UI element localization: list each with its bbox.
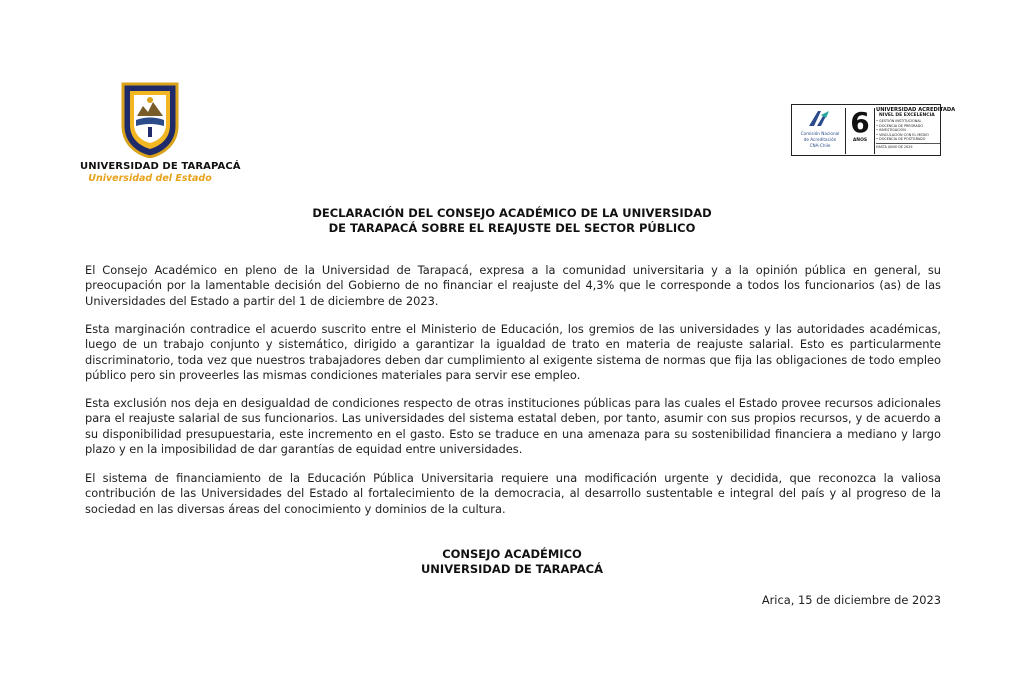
accreditation-years-number: 6 — [850, 106, 870, 139]
cna-arrow-icon — [807, 109, 833, 127]
accreditation-area: • GESTIÓN INSTITUCIONAL — [876, 119, 922, 123]
place-date: Arica, 15 de diciembre de 2023 — [761, 593, 941, 607]
body-paragraph-4: El sistema de financiamiento de la Educación Pública Universitaria requiere una modificación urgente y decidida, que reconozca la valiosa contribución de las Universidades del Estado al fortalecimiento de la democracia, al desarrollo sustentable e integral del país y al progreso de la sociedad en las diversas áreas del conocimiento y dominios de la cultura. — [85, 471, 941, 516]
accreditation-badge — [791, 104, 956, 156]
body-paragraph-2: Esta marginación contradice el acuerdo suscrito entre el Ministerio de Educación, los gremios de las universidades y las autoridades académicas, luego de un trabajo conjunto y sistemático, dirigido a garantizar la igualdad de trato en materia de reajuste salarial. Esto es particularmente discriminatorio, toda vez que nuestros trabajadores deben dar cumplimiento al exigente sistema de normas que fija las obligaciones de todo empleo público pero sin proveerles las mismas condiciones materiales para servir ese empleo. — [85, 322, 941, 382]
university-logo — [80, 82, 241, 184]
cna-agency-line-2: de Acreditación — [803, 136, 837, 142]
body-paragraph-3: Esta exclusión nos deja en desigualdad de condiciones respecto de otras instituciones públicas para las cuales el Estado provee recursos adicionales para el reajuste salarial de sus funcionarios. Las universidades del sistema estatal deben, por tanto, asumir con sus propios recursos, y de acuerdo a su disponibilidad presupuestaria, este incremento en el gasto. Esto se traduce en una amenaza para su sostenibilidad financiera a mediano y largo plazo y en la imposibilidad de dar garantías de equidad entre universidades. — [85, 396, 941, 456]
cna-agency-line-1: Comisión Nacional — [800, 131, 840, 136]
accreditation-areas — [876, 119, 940, 142]
accreditation-area: • DOCENCIA DE POSTGRADO — [876, 137, 926, 142]
accreditation-area: • INVESTIGACIÓN — [876, 128, 906, 133]
accreditation-title: UNIVERSIDAD ACREDITADA — [876, 107, 956, 113]
university-subtitle: Universidad del Estado — [88, 173, 212, 184]
signature-block — [0, 547, 1024, 577]
document-title-line-2: DE TARAPACÁ SOBRE EL REAJUSTE DEL SECTOR PÚBLICO — [328, 221, 696, 235]
university-shield-icon — [119, 82, 181, 158]
accreditation-until: HASTA JUNIO DE 2029 — [876, 143, 940, 149]
accreditation-years — [845, 108, 875, 154]
body-paragraph-1: El Consejo Académico en pleno de la Universidad de Tarapacá, expresa a la comunidad universitaria y a la opinión pública en general, su preocupación por la lamentable decisión del Gobierno de no financiar el reajuste del 4,3% que le corresponde a todos los funcionarios (as) de las Universidades del Estado a partir del 1 de diciembre de 2023. — [85, 263, 941, 308]
cna-logo — [794, 109, 846, 153]
accreditation-area: • DOCENCIA DE PREGRADO — [876, 123, 923, 128]
signature-line-2: UNIVERSIDAD DE TARAPACÁ — [420, 562, 604, 576]
university-name: UNIVERSIDAD DE TARAPACÁ — [80, 161, 241, 172]
accreditation-area: • VINCULACIÓN CON EL MEDIO — [876, 132, 929, 137]
document-title — [0, 206, 1024, 236]
document-title-line-1: DECLARACIÓN DEL CONSEJO ACADÉMICO DE LA UNIVERSIDAD — [312, 206, 712, 220]
signature-line-1: CONSEJO ACADÉMICO — [442, 547, 582, 561]
accreditation-years-label: AÑOS — [852, 138, 868, 143]
accreditation-level: NIVEL DE EXCELENCIA — [879, 113, 935, 118]
accreditation-details — [876, 107, 956, 149]
cna-agency-line-3: CNA-Chile — [809, 142, 831, 148]
